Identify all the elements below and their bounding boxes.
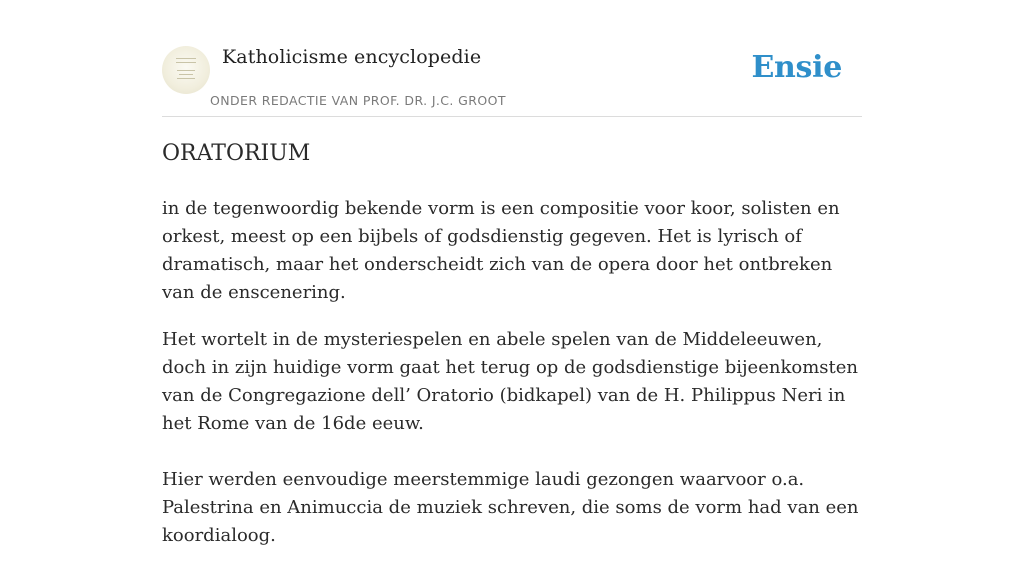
book-cover-image[interactable]: [162, 46, 210, 94]
book-subtitle: ONDER REDACTIE VAN PROF. DR. J.C. GROOT: [210, 93, 506, 108]
brand-logo[interactable]: Ensie: [751, 50, 842, 85]
article-paragraph: in de tegenwoordig bekende vorm is een compositie voor koor, solisten en orkest, meest op een bijbels of godsdienstig gegeven. Het is lyrisch of dramatisch, maar het onderscheidt zich van de opera door het ontbreken van de enscenering.: [162, 198, 840, 303]
article-paragraph: Het wortelt in de mysteriespelen en abele spelen van de Middeleeuwen, doch in zijn huidige vorm gaat het terug op de godsdienstige bijeenkomsten van de Congregazione dell’ Oratorio (bidkapel) van de H. Philippus Neri in het Rome van de 16de eeuw.: [162, 329, 858, 434]
article: [162, 136, 867, 569]
article-paragraph: Hier werden eenvoudige meerstemmige laudi gezongen waarvoor o.a. Palestrina en Animuccia de muziek schreven, die soms de vorm had van een koordialoog.: [162, 469, 859, 546]
header: [162, 40, 862, 117]
article-headword: ORATORIUM: [162, 141, 311, 166]
book-title[interactable]: Katholicisme encyclopedie: [222, 46, 482, 68]
